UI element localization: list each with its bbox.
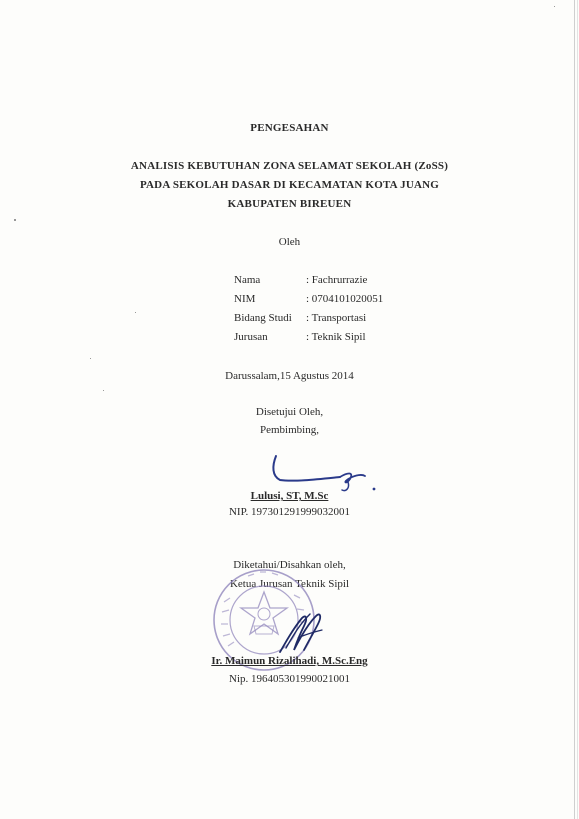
scan-speck: [554, 6, 555, 7]
approval-line-1: Disetujui Oleh,: [255, 406, 324, 418]
scan-speck: [135, 312, 136, 313]
scan-speck: [14, 219, 16, 221]
acknowledged-line-1: Diketahui/Disahkan oleh,: [233, 559, 346, 571]
acknowledged-line-2: Ketua Jurusan Teknik Sipil: [229, 578, 350, 590]
author-info-label-nim: NIM: [234, 293, 256, 305]
author-info-label-department: Jurusan: [234, 331, 268, 343]
approval-line-2: Pembimbing,: [260, 424, 319, 436]
author-info-value-field: : Transportasi: [306, 312, 367, 324]
author-info-value-department: : Teknik Sipil: [306, 331, 366, 343]
author-info-label-field: Bidang Studi: [234, 312, 292, 324]
thesis-title-line-2: PADA SEKOLAH DASAR DI KECAMATAN KOTA JUANG: [139, 179, 440, 191]
place-date: Darussalam,15 Agustus 2014: [225, 370, 354, 382]
author-info-value-name: : Fachrurrazie: [306, 274, 368, 286]
thesis-title-line-3: KABUPATEN BIREUEN: [227, 198, 352, 210]
supervisor-nip: NIP. 197301291999032001: [228, 506, 350, 518]
department-head-nip: Nip. 196405301990021001: [229, 673, 350, 685]
scan-speck: [90, 358, 91, 359]
supervisor-name: Lulusi, ST, M.Sc: [250, 490, 329, 502]
thesis-title-line-1: ANALISIS KEBUTUHAN ZONA SELAMAT SEKOLAH (ZoSS): [130, 160, 449, 172]
scan-speck: [103, 390, 104, 391]
page-title: PENGESAHAN: [250, 122, 329, 134]
department-head-signature: [272, 604, 332, 660]
author-info-value-nim: : 0704101020051: [306, 293, 384, 305]
author-info-label-name: Nama: [234, 274, 261, 286]
by-label: Oleh: [278, 236, 301, 248]
department-head-name: Ir. Maimun Rizalihadi, M.Sc.Eng: [211, 655, 368, 667]
